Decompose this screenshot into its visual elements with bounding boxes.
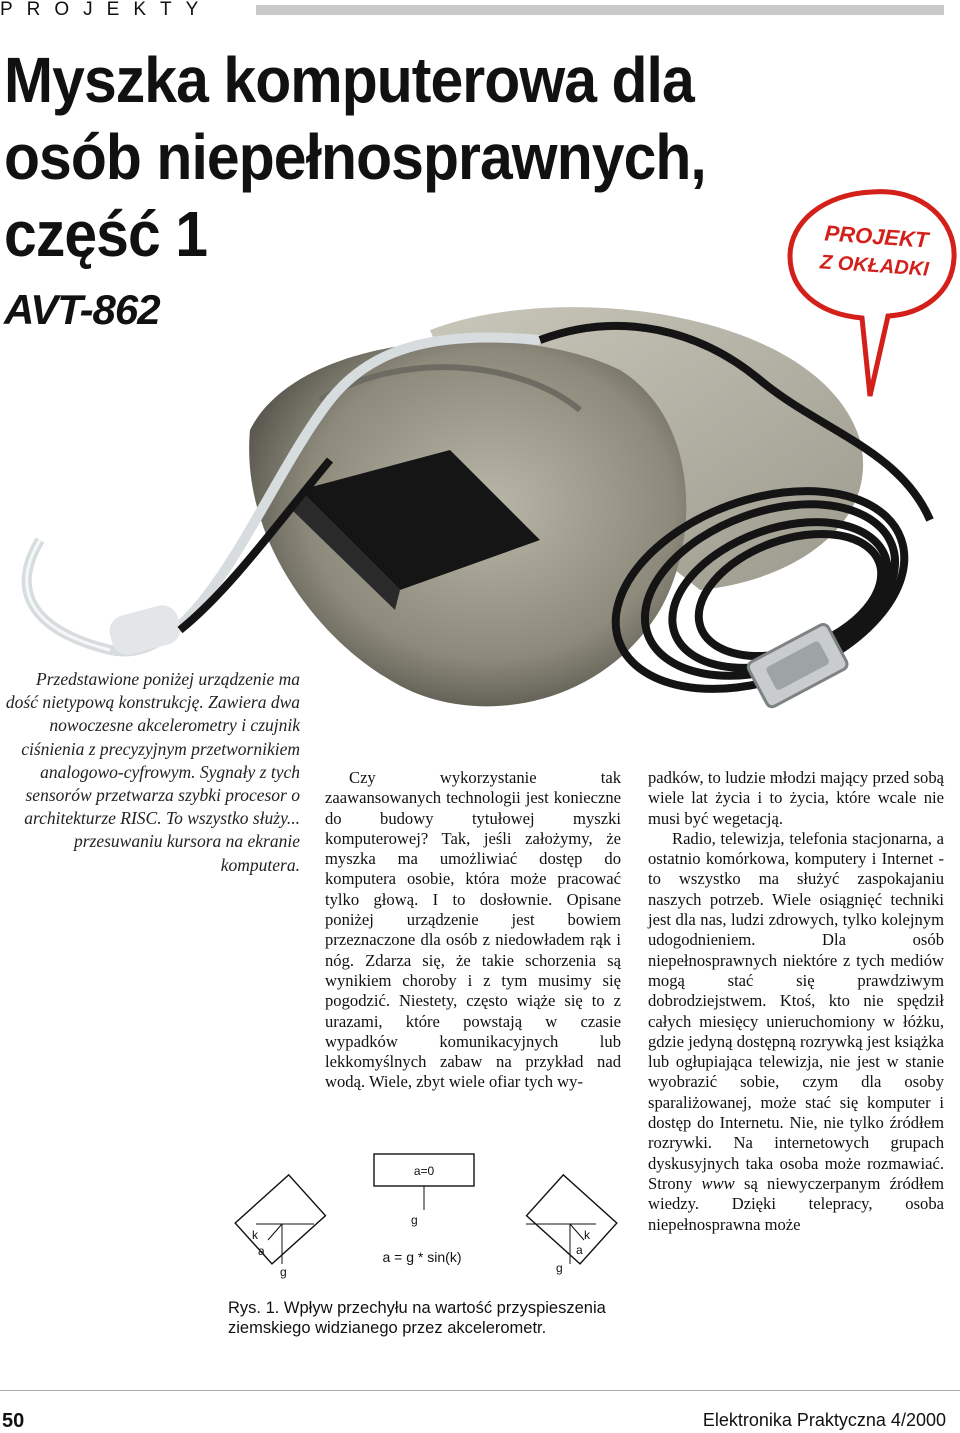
- column-2-text: Czy wykorzystanie tak zaawansowanych technologii jest konieczne do budowy tytułowej myszki komputerowej? Tak, jeśli założymy, że myszka ma umożliwiać dostęp do komputera osobie, która może pracować tylko głową. I to dosłownie. Opisane poniżej urządzenie jest bowiem przeznaczone dla osób z niedowładem rąk i nóg. Zdarza się, że takie schorzenia są wynikiem choroby i z tym musimy się pogodzić. Niestety, często wiąże się to z urazami, które powstają w czasie wypadków komunikacyjnych lub lekkomyślnych zabaw na przykład nad wodą. Wiele, zbyt wiele ofiar tych wy-: [325, 768, 621, 1092]
- footer-rule: [0, 1390, 960, 1391]
- section-label: PROJEKTY: [0, 0, 213, 20]
- lead-paragraph: Przedstawione poniżej urządzenie ma dość nietypową konstrukcję. Zawiera dwa nowoczesne akcelerometry i czujnik ciśnienia z precyzyjnym przetwornikiem analogowo-cyfrowym. Sygnały z tych sensorów przetwarza szybki procesor o architekturze RISC. To wszystko służy... przesuwaniu kursora na ekranie komputera.: [5, 669, 300, 875]
- right-k-label: k: [584, 1228, 590, 1242]
- column-3-text-b: są niewyczerpanym źródłem wiedzy. Dzięki telepracy, osoba niepełnosprawna może: [648, 1173, 944, 1234]
- center-sensor: [374, 1154, 474, 1265]
- header-rule: [256, 5, 944, 15]
- right-a-label: a: [576, 1243, 583, 1257]
- journal-name: Elektronika Praktyczna 4/2000: [702, 1410, 946, 1430]
- cover-project-badge: [784, 182, 960, 404]
- body-column-2: [325, 768, 621, 1093]
- figure-caption: Rys. 1. Wpływ przechyłu na wartość przyspieszenia ziemskiego widzianego przez akcelerometr.: [228, 1299, 606, 1337]
- column-3-www: www: [701, 1173, 735, 1193]
- badge-line-2: Z OKŁADKI: [819, 251, 930, 281]
- right-g-label: g: [556, 1261, 563, 1275]
- column-3-paragraph-1: padków, to ludzie młodzi mający przed sobą wiele lat życia i to życia, które wcale nie musi być wegetacją.: [648, 768, 944, 828]
- column-3-paragraph-2: [648, 829, 944, 1235]
- title-line-3: część 1: [4, 198, 208, 270]
- page-number: 50: [2, 1410, 25, 1432]
- body-column-3: [648, 768, 944, 1235]
- left-tilted-sensor: [235, 1175, 325, 1279]
- article-title: [4, 42, 706, 273]
- title-line-1: Myszka komputerowa dla: [4, 44, 694, 116]
- badge-line-1: PROJEKT: [823, 220, 930, 253]
- formula: a = g * sin(k): [382, 1249, 462, 1265]
- column-3-text-a: Radio, telewizja, telefonia stacjonarna, a ostatnio komórkowa, komputery i Internet - to wszystko ma służyć zaspokajaniu naszych potrzeb. Wiele osiągnięć techniki jest dla nas, ludzi zdrowych, tylko kolejnym udogodnieniem. Dla osób niepełnosprawnych niektóre z tych mediów mogą stać się prawdziwym dobrodziejstwem. Ktoś, kto nie spędził całych miesięcy unieruchomiony w łóżku, gdzie jedyną dostępną rozrywką jest książka lub ogłupiająca telewizja, nie jest w stanie wyobrazić sobie, czym dla osoby sparaliżowanej, może stać się komputer i dostęp do Internetu. Nie, nie tylko źródłem rozrywki. Na internetowych grupach dyskusyjnych taka osoba może rozmawiać. Strony: [648, 828, 944, 1193]
- right-tilted-sensor: [526, 1175, 617, 1275]
- center-box-label: a=0: [413, 1164, 435, 1178]
- left-a-label: a: [258, 1244, 265, 1258]
- figure-accelerometer-diagram: [226, 1152, 646, 1302]
- left-g-label: g: [280, 1265, 287, 1279]
- title-line-2: osób niepełnosprawnych,: [4, 121, 706, 193]
- project-code: AVT-862: [4, 286, 160, 333]
- center-g-label: g: [411, 1213, 418, 1227]
- left-k-label: k: [252, 1228, 258, 1242]
